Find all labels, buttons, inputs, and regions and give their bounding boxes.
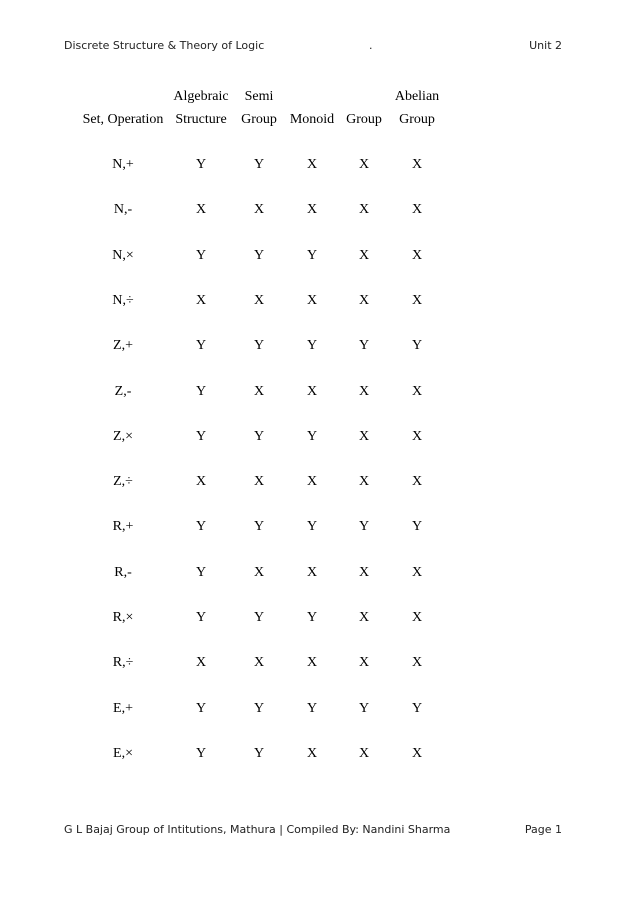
table-cell: X — [195, 474, 207, 489]
table-cell: Y — [306, 429, 318, 444]
table-cell: Y — [411, 338, 423, 353]
table-cell: X — [253, 565, 265, 580]
table-cell: Y — [195, 338, 207, 353]
table-cell: Y — [195, 384, 207, 399]
table-cell: X — [411, 202, 423, 217]
table-cell: Y — [411, 519, 423, 534]
table-cell: X — [358, 293, 370, 308]
footer-credit: G L Bajaj Group of Intitutions, Mathura | Compiled By: Nandini Sharma — [64, 823, 451, 836]
row-label: R,- — [114, 565, 132, 580]
table-cell: Y — [195, 565, 207, 580]
table-cell: X — [306, 293, 318, 308]
table-cell: X — [358, 202, 370, 217]
table-cell: X — [306, 157, 318, 172]
column-header: Set, Operation — [82, 112, 164, 127]
document-title: Discrete Structure & Theory of Logic — [64, 39, 265, 52]
table-cell: X — [411, 248, 423, 263]
page-footer — [64, 823, 562, 839]
table-cell: Y — [195, 248, 207, 263]
column-header: Structure — [175, 112, 227, 127]
table-cell: X — [306, 384, 318, 399]
column-header: Group — [241, 112, 277, 127]
table-cell: Y — [195, 746, 207, 761]
row-label: E,+ — [113, 701, 133, 716]
table-cell: X — [411, 474, 423, 489]
table-cell: X — [358, 429, 370, 444]
table-cell: Y — [253, 248, 265, 263]
table-cell: X — [411, 293, 423, 308]
table-cell: X — [358, 655, 370, 670]
row-label: N,× — [112, 248, 134, 263]
table-cell: X — [306, 474, 318, 489]
table-cell: X — [195, 293, 207, 308]
row-label: R,÷ — [112, 655, 134, 670]
table-cell: Y — [306, 338, 318, 353]
table-cell: Y — [306, 701, 318, 716]
table-cell: X — [253, 474, 265, 489]
table-cell: X — [195, 202, 207, 217]
table-cell: X — [411, 384, 423, 399]
column-header: Algebraic — [173, 89, 229, 104]
table-cell: Y — [411, 701, 423, 716]
table-cell: X — [253, 655, 265, 670]
table-cell: X — [253, 202, 265, 217]
table-cell: X — [358, 157, 370, 172]
column-header: Abelian — [394, 89, 440, 104]
column-header: Group — [399, 112, 435, 127]
table-cell: X — [306, 655, 318, 670]
column-header: Group — [346, 112, 382, 127]
row-label: R,+ — [112, 519, 134, 534]
page-number: Page 1 — [524, 823, 562, 836]
table-cell: Y — [253, 157, 265, 172]
table-cell: Y — [253, 701, 265, 716]
table-cell: X — [411, 565, 423, 580]
row-label: N,÷ — [112, 293, 134, 308]
table-cell: Y — [306, 248, 318, 263]
table-cell: X — [411, 429, 423, 444]
row-label: Z,÷ — [113, 474, 133, 489]
table-cell: X — [411, 610, 423, 625]
table-cell: Y — [195, 701, 207, 716]
table-cell: Y — [358, 519, 370, 534]
table-cell: X — [253, 293, 265, 308]
table-cell: X — [306, 202, 318, 217]
table-cell: Y — [358, 701, 370, 716]
unit-label: Unit 2 — [529, 39, 562, 52]
table-cell: Y — [195, 429, 207, 444]
row-label: E,× — [113, 746, 133, 761]
table-cell: X — [358, 610, 370, 625]
table-cell: Y — [306, 610, 318, 625]
table-cell: Y — [195, 610, 207, 625]
table-cell: X — [306, 565, 318, 580]
table-cell: Y — [253, 429, 265, 444]
table-cell: X — [358, 384, 370, 399]
row-label: R,× — [112, 610, 134, 625]
row-label: Z,× — [113, 429, 133, 444]
table-cell: X — [358, 565, 370, 580]
header-center-mark: . — [369, 39, 373, 52]
table-cell: Y — [253, 746, 265, 761]
row-label: Z,- — [114, 384, 132, 399]
table-cell: X — [358, 474, 370, 489]
table-cell: X — [253, 384, 265, 399]
table-cell: X — [358, 248, 370, 263]
table-cell: Y — [253, 610, 265, 625]
table-cell: X — [411, 655, 423, 670]
table-cell: Y — [195, 157, 207, 172]
table-cell: Y — [358, 338, 370, 353]
row-label: N,+ — [112, 157, 134, 172]
table-cell: X — [358, 746, 370, 761]
column-header: Monoid — [289, 112, 335, 127]
table-cell: Y — [253, 519, 265, 534]
table-cell: Y — [253, 338, 265, 353]
row-label: Z,+ — [113, 338, 133, 353]
table-cell: X — [411, 746, 423, 761]
table-cell: X — [411, 157, 423, 172]
row-label: N,- — [113, 202, 133, 217]
column-header: Semi — [244, 89, 274, 104]
table-cell: Y — [195, 519, 207, 534]
table-cell: Y — [306, 519, 318, 534]
table-cell: X — [195, 655, 207, 670]
table-cell: X — [306, 746, 318, 761]
